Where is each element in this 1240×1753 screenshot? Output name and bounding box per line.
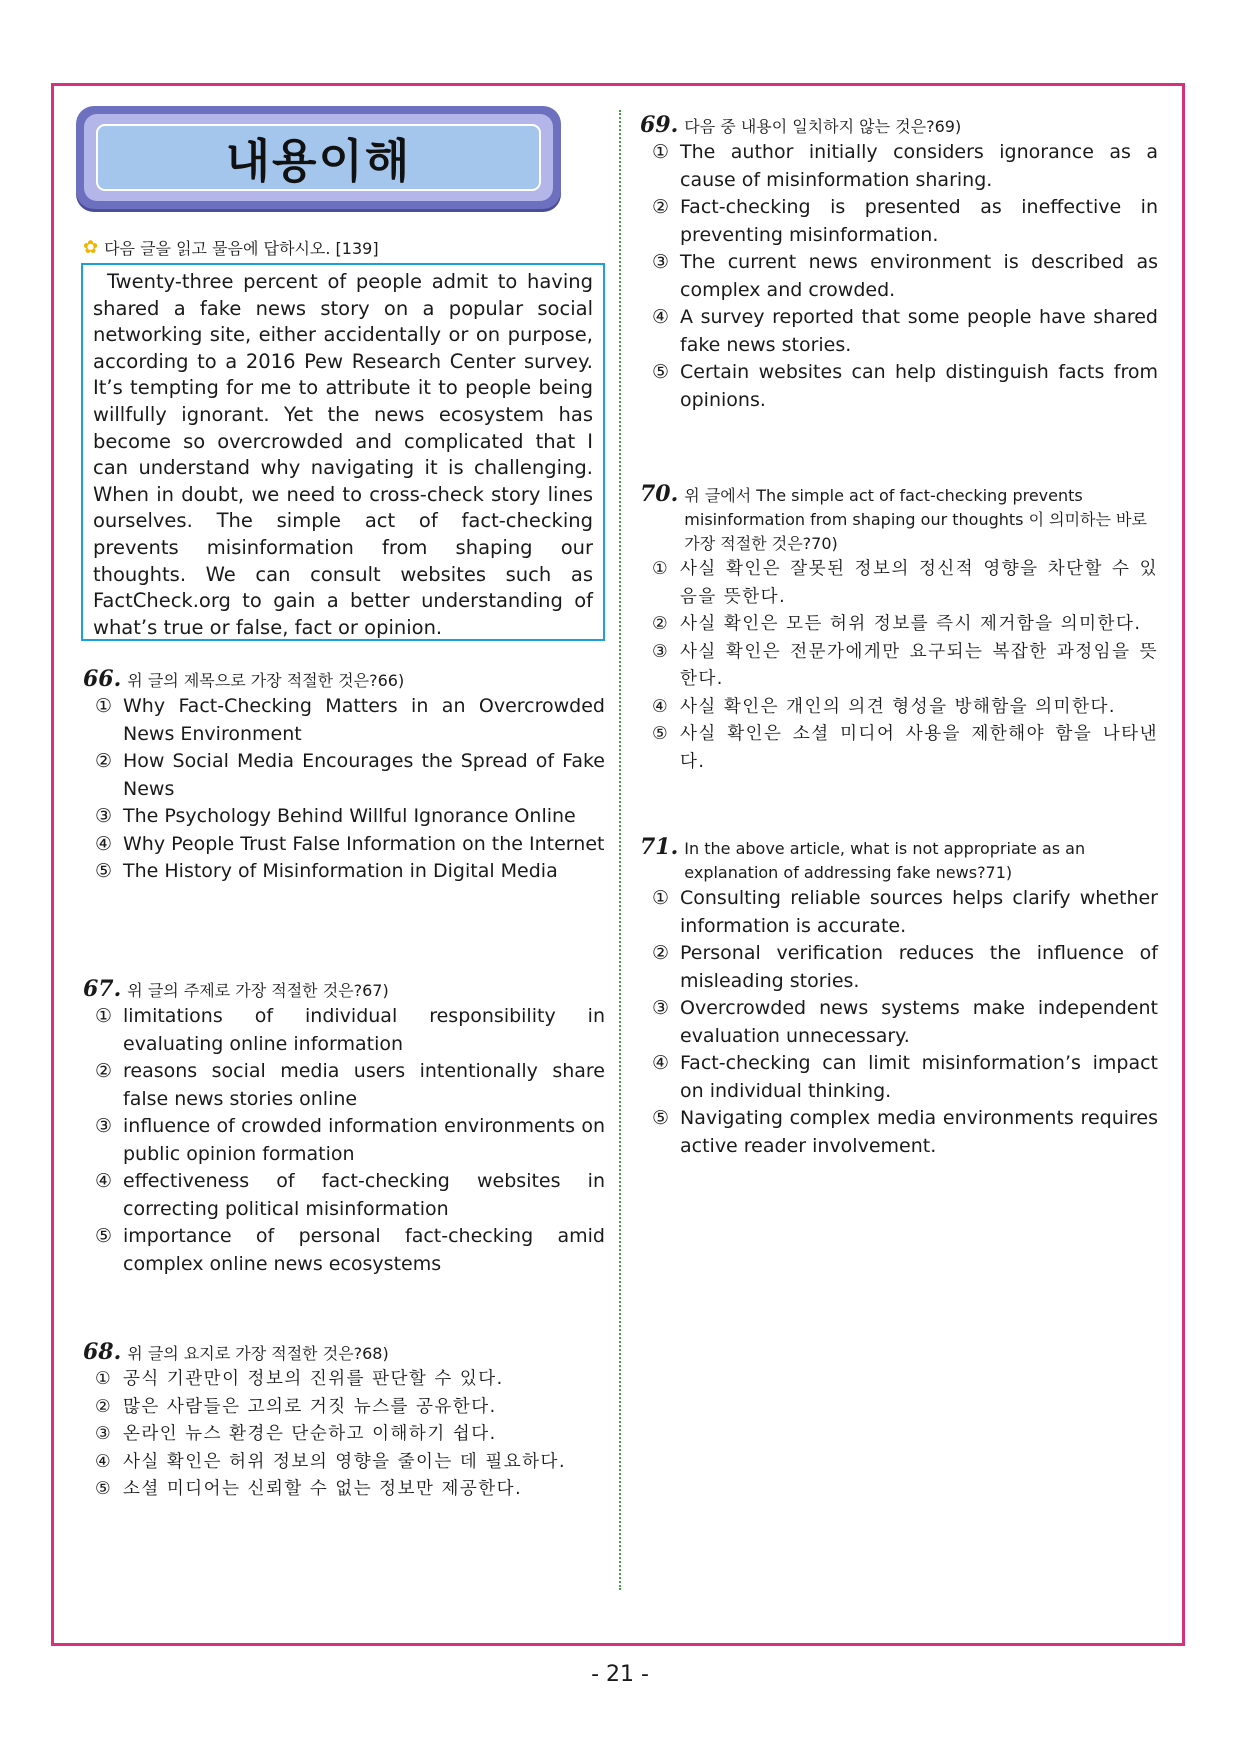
answer-option[interactable] bbox=[83, 1421, 605, 1449]
option-text: Consulting reliable sources helps clarify whether information is accurate. bbox=[680, 887, 1158, 937]
option-text: Certain websites can help distinguish facts from opinions. bbox=[680, 361, 1158, 411]
option-marker: ⑤ bbox=[95, 1479, 113, 1499]
option-text: The History of Misinformation in Digital Media bbox=[123, 860, 558, 882]
option-text: The Psychology Behind Willful Ignorance Online bbox=[123, 805, 576, 827]
option-text: importance of personal fact-checking amid complex online news ecosystems bbox=[123, 1225, 605, 1275]
question-prompt: In the above article, what is not appropriate as an explanation of addressing fake news?71) bbox=[684, 839, 1086, 882]
answer-option[interactable] bbox=[640, 249, 1158, 304]
option-text: 사실 확인은 개인의 의견 형성을 방해함을 의미한다. bbox=[680, 696, 1116, 717]
option-text: reasons social media users intentionally share false news stories online bbox=[123, 1060, 605, 1110]
question-prompt: 위 글의 요지로 가장 적절한 것은?68) bbox=[127, 1344, 389, 1363]
option-text: How Social Media Encourages the Spread of Fake News bbox=[123, 750, 605, 800]
option-marker: ① bbox=[652, 141, 670, 163]
option-marker: ⑤ bbox=[95, 1225, 113, 1247]
option-text: The author initially considers ignorance as a cause of misinformation sharing. bbox=[680, 141, 1158, 191]
option-marker: ③ bbox=[95, 1424, 113, 1444]
answer-option[interactable] bbox=[83, 748, 605, 803]
question-67 bbox=[83, 977, 605, 1278]
answer-option[interactable] bbox=[83, 1168, 605, 1223]
option-marker: ② bbox=[95, 1396, 113, 1417]
option-text: 공식 기관만이 정보의 진위를 판단할 수 있다. bbox=[123, 1369, 504, 1389]
option-marker: ② bbox=[652, 196, 670, 218]
option-text: Overcrowded news systems make independent evaluation unnecessary. bbox=[680, 997, 1158, 1047]
option-text: limitations of individual responsibility in evaluating online information bbox=[123, 1005, 605, 1055]
option-text: A survey reported that some people have shared fake news stories. bbox=[680, 306, 1158, 356]
option-marker: ⑤ bbox=[652, 361, 670, 383]
option-text: 사실 확인은 소셜 미디어 사용을 제한해야 함을 나타낸다. bbox=[680, 724, 1158, 772]
question-68 bbox=[83, 1340, 605, 1504]
answer-option[interactable] bbox=[83, 1223, 605, 1278]
answer-option[interactable] bbox=[83, 831, 605, 859]
section-title: 내용이해 bbox=[225, 133, 412, 188]
option-text: 사실 확인은 전문가에게만 요구되는 복잡한 과정임을 뜻한다. bbox=[680, 641, 1158, 689]
answer-option[interactable] bbox=[640, 694, 1158, 722]
page-number: - 21 - bbox=[591, 1662, 649, 1687]
question-71 bbox=[640, 835, 1158, 1160]
option-marker: ② bbox=[652, 614, 670, 634]
option-marker: ② bbox=[95, 1060, 113, 1082]
question-number: 68. bbox=[83, 1339, 122, 1365]
option-marker: ③ bbox=[95, 805, 113, 827]
option-text: Why People Trust False Information on the Internet bbox=[123, 832, 605, 855]
option-marker: ① bbox=[652, 559, 670, 579]
answer-option[interactable] bbox=[640, 556, 1158, 611]
option-text: 소셜 미디어는 신뢰할 수 없는 정보만 제공한다. bbox=[123, 1479, 523, 1499]
answer-option[interactable] bbox=[640, 639, 1158, 694]
answer-option[interactable] bbox=[640, 304, 1158, 359]
option-marker: ③ bbox=[95, 1115, 113, 1137]
answer-option[interactable] bbox=[640, 940, 1158, 995]
option-text: influence of crowded information environments on public opinion formation bbox=[123, 1115, 605, 1165]
option-marker: ① bbox=[652, 887, 670, 909]
flower-icon: ✿ bbox=[83, 237, 99, 258]
option-marker: ⑤ bbox=[95, 860, 113, 882]
answer-option[interactable] bbox=[83, 1113, 605, 1168]
question-prompt: 다음 중 내용이 일치하지 않는 것은?69) bbox=[684, 117, 962, 136]
answer-option[interactable] bbox=[640, 139, 1158, 194]
option-marker: ⑤ bbox=[652, 1107, 670, 1129]
question-prompt: 위 글에서 The simple act of fact-checking prevents misinformation from shaping our thoughts 이 의미하는 바로 가장 적절한 것은?70) bbox=[684, 486, 1147, 553]
question-66 bbox=[83, 667, 605, 886]
question-69 bbox=[640, 113, 1158, 414]
option-text: 사실 확인은 허위 정보의 영향을 줄이는 데 필요하다. bbox=[123, 1451, 567, 1472]
question-number: 66. bbox=[83, 666, 122, 692]
option-marker: ④ bbox=[652, 1052, 670, 1074]
instruction-text: 다음 글을 읽고 물음에 답하시오. [139] bbox=[104, 239, 379, 258]
option-marker: ③ bbox=[652, 997, 670, 1019]
question-number: 71. bbox=[640, 834, 679, 860]
option-marker: ② bbox=[652, 942, 670, 964]
passage-box bbox=[81, 263, 605, 641]
option-text: Navigating complex media environments requires active reader involvement. bbox=[680, 1107, 1158, 1157]
option-text: 온라인 뉴스 환경은 단순하고 이해하기 쉽다. bbox=[123, 1424, 497, 1444]
answer-option[interactable] bbox=[83, 1366, 605, 1394]
option-text: Personal verification reduces the influence of misleading stories. bbox=[680, 942, 1158, 992]
option-text: The current news environment is described as complex and crowded. bbox=[680, 251, 1158, 301]
answer-option[interactable] bbox=[640, 611, 1158, 639]
answer-option[interactable] bbox=[83, 803, 605, 831]
option-marker: ③ bbox=[652, 641, 670, 662]
answer-option[interactable] bbox=[640, 995, 1158, 1050]
option-marker: ① bbox=[95, 695, 113, 717]
answer-option[interactable] bbox=[640, 721, 1158, 776]
section-title-banner bbox=[76, 106, 561, 209]
answer-option[interactable] bbox=[83, 1476, 605, 1504]
passage-text: Twenty-three percent of people admit to having shared a fake news story on a popular social networking site, either accidentally or on purpose, according to a 2016 Pew Research Center survey. It’s tempting for me to attribute it to people being willfully ignorant. Yet the news ecosystem has become so overcrowded and complicated that I can understand why navigating it is challenging. When in doubt, we need to cross-check story lines ourselves. The simple act of fact-checking prevents misinformation from shaping our thoughts. We can consult websites such as FactCheck.org to gain a better understanding of what’s true or false, fact or opinion. bbox=[93, 270, 593, 639]
question-number: 70. bbox=[640, 481, 679, 507]
option-marker: ③ bbox=[652, 251, 670, 273]
option-marker: ④ bbox=[652, 696, 670, 717]
instruction bbox=[83, 236, 379, 259]
option-marker: ④ bbox=[95, 1451, 113, 1472]
option-text: Fact-checking can limit misinformation’s impact on individual thinking. bbox=[680, 1052, 1158, 1102]
answer-option[interactable] bbox=[640, 1050, 1158, 1105]
question-prompt: 위 글의 제목으로 가장 적절한 것은?66) bbox=[127, 671, 405, 690]
question-prompt: 위 글의 주제로 가장 적절한 것은?67) bbox=[127, 981, 389, 1000]
column-divider bbox=[619, 110, 621, 1590]
answer-option[interactable] bbox=[83, 1003, 605, 1058]
question-number: 67. bbox=[83, 976, 122, 1002]
question-70 bbox=[640, 482, 1158, 776]
option-text: 많은 사람들은 고의로 거짓 뉴스를 공유한다. bbox=[123, 1396, 497, 1417]
option-text: Fact-checking is presented as ineffective in preventing misinformation. bbox=[680, 196, 1158, 246]
option-marker: ④ bbox=[95, 1170, 113, 1192]
answer-option[interactable] bbox=[83, 858, 605, 886]
option-marker: ④ bbox=[95, 832, 113, 855]
option-marker: ② bbox=[95, 750, 113, 772]
answer-option[interactable] bbox=[640, 194, 1158, 249]
option-marker: ⑤ bbox=[652, 724, 670, 744]
answer-option[interactable] bbox=[640, 1105, 1158, 1160]
option-marker: ④ bbox=[652, 306, 670, 328]
answer-option[interactable] bbox=[640, 885, 1158, 940]
answer-option[interactable] bbox=[83, 1394, 605, 1422]
answer-option[interactable] bbox=[83, 693, 605, 748]
option-text: Why Fact-Checking Matters in an Overcrowded News Environment bbox=[123, 695, 605, 745]
option-marker: ① bbox=[95, 1005, 113, 1027]
answer-option[interactable] bbox=[83, 1449, 605, 1477]
question-number: 69. bbox=[640, 112, 679, 138]
option-text: 사실 확인은 잘못된 정보의 정신적 영향을 차단할 수 있음을 뜻한다. bbox=[680, 559, 1158, 607]
option-text: effectiveness of fact-checking websites in correcting political misinformation bbox=[123, 1170, 605, 1220]
option-marker: ① bbox=[95, 1369, 113, 1389]
option-text: 사실 확인은 모든 허위 정보를 즉시 제거함을 의미한다. bbox=[680, 614, 1142, 634]
answer-option[interactable] bbox=[640, 359, 1158, 414]
answer-option[interactable] bbox=[83, 1058, 605, 1113]
